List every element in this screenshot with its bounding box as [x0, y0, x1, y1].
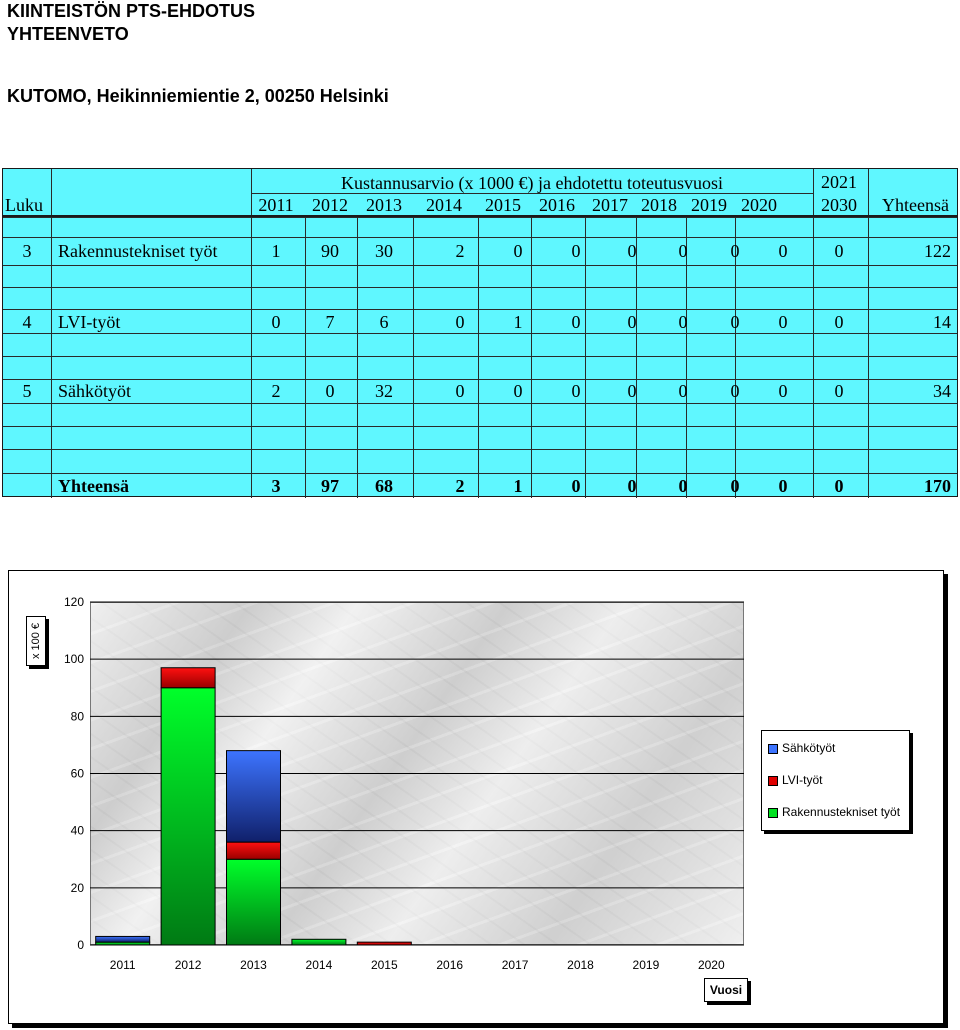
- row-value: 30: [375, 241, 393, 261]
- summary-value: 1: [513, 476, 523, 496]
- row-value: 0: [571, 381, 581, 401]
- legend-item: [768, 773, 822, 787]
- x-tick-label: 2011: [109, 958, 136, 972]
- x-tick-label: 2020: [697, 958, 725, 972]
- summary-value: 97: [321, 476, 339, 496]
- row-luku: 3: [22, 241, 32, 261]
- row-value: 1: [271, 241, 281, 261]
- summary-label: Yhteensä: [58, 476, 129, 496]
- row-value: 0: [271, 312, 281, 332]
- col-header-year: 2020: [741, 195, 777, 215]
- page-subtitle: YHTEENVETO: [7, 24, 129, 44]
- row-value: 1: [513, 312, 523, 332]
- summary-value: 0: [678, 476, 688, 496]
- col-header-year: 2014: [426, 195, 462, 215]
- row-value: 0: [678, 381, 688, 401]
- row-value: 0: [730, 241, 740, 261]
- row-value: 2: [455, 241, 465, 261]
- x-tick-label: 2014: [305, 958, 333, 972]
- legend-label: Rakennustekniset työt: [782, 805, 901, 819]
- col-header-span-title: Kustannusarvio (x 1000 €) ja ehdotettu toteutusvuosi: [341, 173, 723, 193]
- col-header-range-start: 2021: [821, 172, 857, 192]
- summary-total: 170: [924, 476, 951, 496]
- summary-value: 0: [730, 476, 740, 496]
- row-value: 90: [321, 241, 339, 261]
- legend-label: Sähkötyöt: [782, 741, 836, 755]
- row-total: 122: [924, 241, 951, 261]
- row-total: 14: [933, 312, 951, 332]
- row-luku: 4: [22, 312, 32, 332]
- legend-swatch: [768, 776, 778, 786]
- row-value: 0: [627, 241, 637, 261]
- x-tick-label: 2016: [436, 958, 464, 972]
- plot-area: [90, 602, 744, 945]
- legend-label: LVI-työt: [782, 773, 823, 787]
- row-value: 0: [778, 381, 788, 401]
- col-header-range-end: 2030: [821, 195, 857, 215]
- row-value: 2: [271, 381, 281, 401]
- col-header-total: Yhteensä: [882, 195, 949, 215]
- legend-swatch: [768, 744, 778, 754]
- row-value: 0: [730, 381, 740, 401]
- col-header-year: 2019: [691, 195, 727, 215]
- x-tick-label: 2012: [174, 958, 202, 972]
- col-header-year: 2012: [312, 195, 348, 215]
- summary-value: 0: [834, 476, 844, 496]
- x-tick-label: 2019: [632, 958, 660, 972]
- x-axis-title: Vuosi: [704, 978, 748, 1002]
- row-value: 0: [834, 381, 844, 401]
- summary-value: 3: [271, 476, 281, 496]
- x-tick-label: 2015: [370, 958, 398, 972]
- header-span-line: [251, 193, 813, 194]
- summary-value: 0: [627, 476, 637, 496]
- legend-swatch: [768, 808, 778, 818]
- col-header-year: 2016: [539, 195, 575, 215]
- col-header-year: 2018: [641, 195, 677, 215]
- y-tick-label: 80: [70, 709, 84, 724]
- row-value: 32: [375, 381, 393, 401]
- col-header-year: 2011: [258, 195, 294, 215]
- chart-legend: [761, 730, 910, 831]
- row-name: LVI-työt: [58, 312, 121, 332]
- y-tick-label: 40: [70, 823, 84, 838]
- legend-item: [768, 741, 835, 755]
- row-value: 0: [627, 312, 637, 332]
- cost-summary-table: [2, 168, 958, 497]
- col-header-year: 2017: [592, 195, 628, 215]
- row-luku: 5: [22, 381, 32, 401]
- row-value: 0: [513, 381, 523, 401]
- y-tick-label: 60: [70, 766, 84, 781]
- row-name: Rakennustekniset työt: [58, 241, 218, 261]
- row-value: 0: [778, 241, 788, 261]
- x-tick-label: 2017: [501, 958, 529, 972]
- row-value: 0: [730, 312, 740, 332]
- legend-item: [768, 805, 900, 819]
- property-address: KUTOMO, Heikinniemientie 2, 00250 Helsinki: [7, 86, 389, 106]
- row-value: 0: [571, 241, 581, 261]
- row-name: Sähkötyöt: [58, 381, 132, 401]
- y-tick-label: 0: [77, 938, 84, 952]
- row-value: 0: [627, 381, 637, 401]
- col-header-luku: Luku: [5, 195, 43, 215]
- row-value: 0: [325, 381, 335, 401]
- summary-value: 2: [455, 476, 465, 496]
- summary-value: 68: [375, 476, 393, 496]
- row-value: 0: [513, 241, 523, 261]
- header-vline: [51, 169, 52, 215]
- summary-value: 0: [571, 476, 581, 496]
- row-value: 0: [778, 312, 788, 332]
- col-header-year: 2015: [485, 195, 521, 215]
- row-total: 34: [933, 381, 951, 401]
- row-value: 0: [678, 241, 688, 261]
- x-tick-label: 2018: [567, 958, 594, 972]
- col-header-year: 2013: [366, 195, 402, 215]
- row-value: 0: [834, 312, 844, 332]
- x-tick-label: 2013: [240, 958, 267, 972]
- row-value: 6: [379, 312, 389, 332]
- row-value: 7: [325, 312, 335, 332]
- page-title: KIINTEISTÖN PTS-EHDOTUS: [7, 1, 256, 21]
- y-tick-label: 100: [63, 652, 84, 667]
- y-tick-label: 120: [63, 595, 84, 609]
- row-value: 0: [455, 381, 465, 401]
- row-value: 0: [834, 241, 844, 261]
- row-value: 0: [678, 312, 688, 332]
- y-axis-title: [26, 616, 46, 666]
- y-axis-label: x 100 €: [30, 622, 42, 660]
- row-value: 0: [571, 312, 581, 332]
- summary-value: 0: [778, 476, 788, 496]
- row-value: 0: [455, 312, 465, 332]
- y-tick-label: 20: [70, 880, 84, 895]
